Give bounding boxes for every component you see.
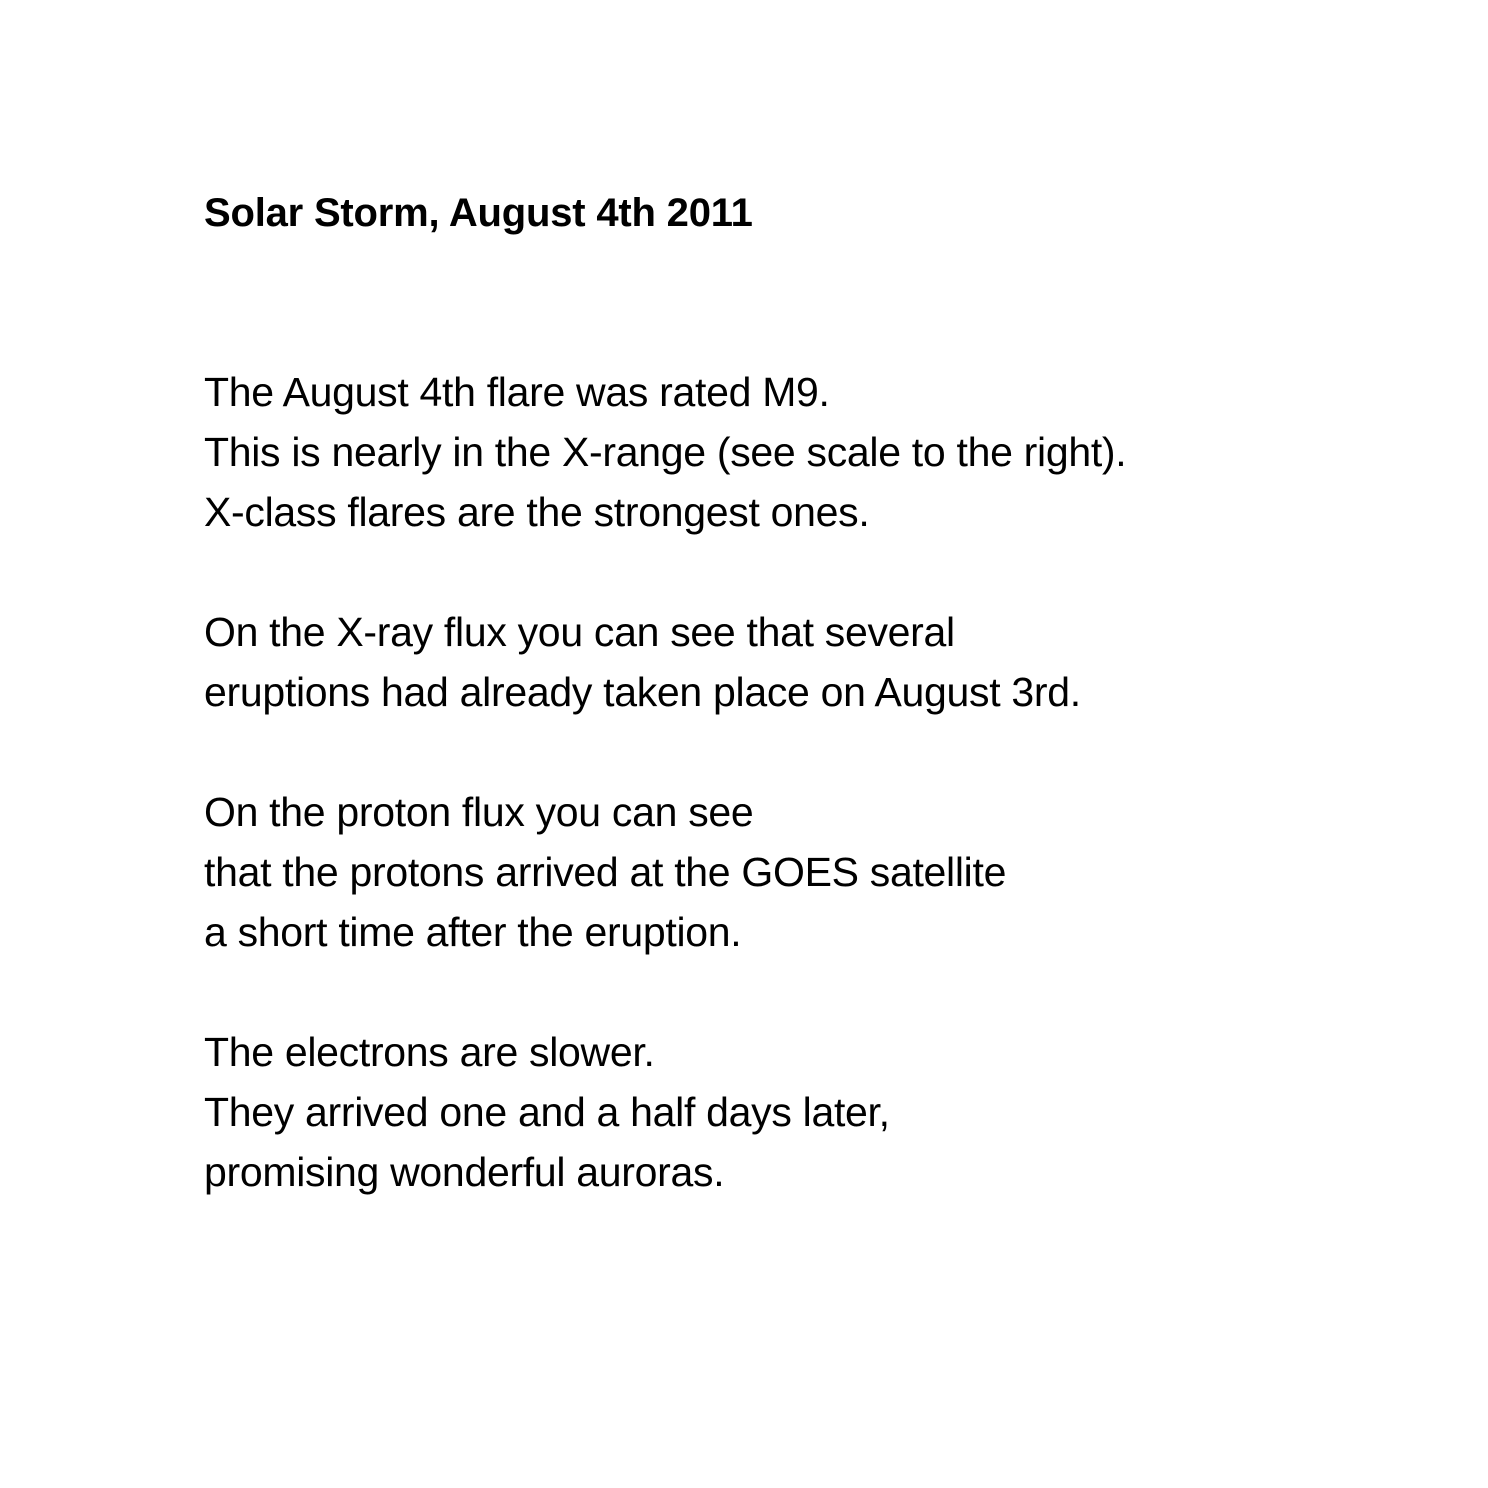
- page-title: Solar Storm, August 4th 2011: [204, 191, 753, 235]
- paragraph-electrons: [204, 1022, 890, 1202]
- paragraph-line: On the X-ray flux you can see that several: [204, 609, 955, 655]
- paragraph-line: The electrons are slower.: [204, 1029, 655, 1075]
- paragraph-line: This is nearly in the X-range (see scale to the right).: [204, 429, 1127, 475]
- paragraph-line: promising wonderful auroras.: [204, 1149, 725, 1195]
- paragraph-line: eruptions had already taken place on August 3rd.: [204, 669, 1081, 715]
- paragraph-line: a short time after the eruption.: [204, 909, 742, 955]
- paragraph-proton-flux: [204, 782, 1006, 962]
- paragraph-line: X-class flares are the strongest ones.: [204, 489, 870, 535]
- paragraph-line: that the protons arrived at the GOES satellite: [204, 849, 1007, 895]
- paragraph-line: On the proton flux you can see: [204, 789, 754, 835]
- paragraph-line: The August 4th flare was rated M9.: [204, 369, 830, 415]
- paragraph-line: They arrived one and a half days later,: [204, 1089, 890, 1135]
- paragraph-xray-flux: [204, 602, 1081, 722]
- paragraph-flare-rating: [204, 362, 1126, 542]
